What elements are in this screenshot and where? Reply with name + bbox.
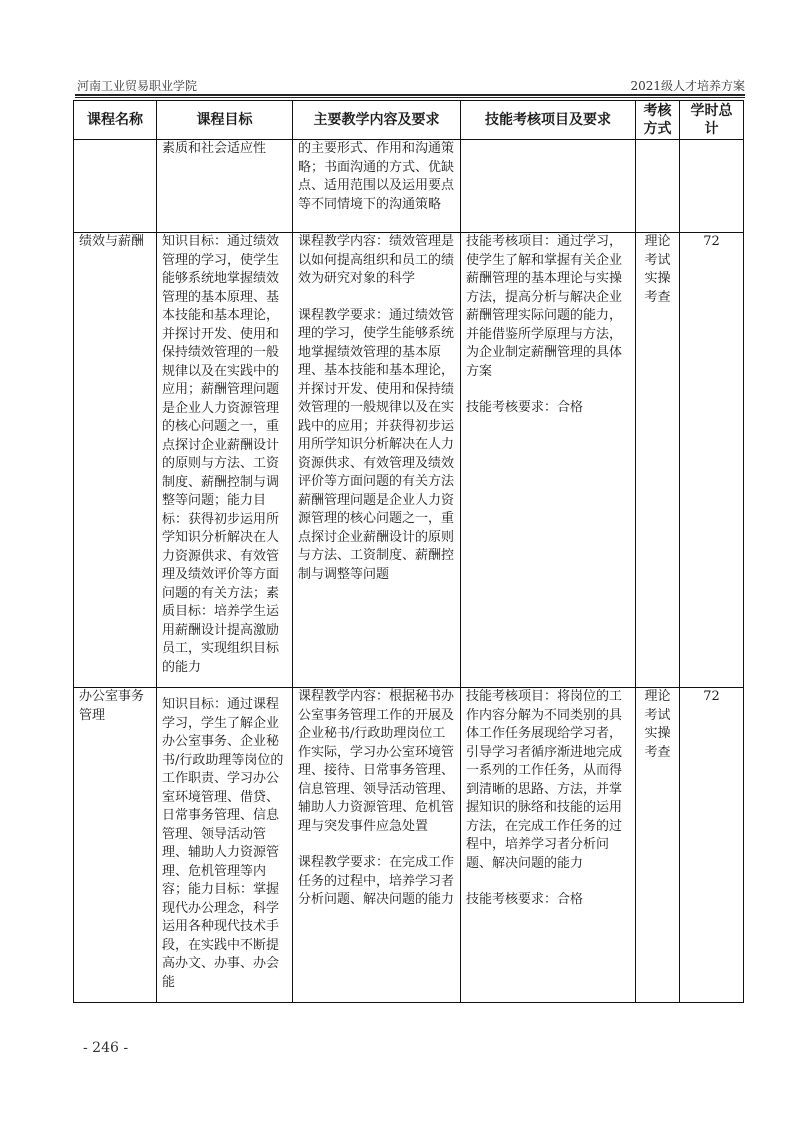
hours-cell: 72 <box>680 233 744 688</box>
assessment-paragraph: 技能考核项目：通过学习，使学生了解和掌握有关企业薪酬管理的基本理论与实操方法，提高分析与解决企业薪酬管理实际问题的能力，并能借鉴所学原理与方法，为企业制定薪酬管理的具体方案 <box>466 234 623 379</box>
objective-cell <box>157 688 293 1003</box>
content-paragraph: 的主要形式、作用和沟通策略；书面沟通的方式、优缺点、适用范围以及运用要点等不同情境下的沟通策略 <box>298 141 455 212</box>
objective-cell: 知识目标：通过绩效管理的学习，使学生能够系统地掌握绩效管理的基本原理、基本技能和基本理论，并探讨开发、使用和保持绩效管理的一般规律以及在实践中的应用；薪酬管理问题是企业人力资源管理的核心问题之一，重点探讨企业薪酬设计的原则与方法、工资制度、薪酬控制与调整等问题；能力目标：获得初步运用所学知识分析解决在人力资源供求、有效管理及绩效评价等方面问题的有关方法；素质目标：培养学生运用薪酬设计提高激励员工，实现组织目标的能力 <box>157 233 293 688</box>
content-cell <box>293 688 461 1003</box>
hours-cell: 72 <box>680 688 744 1003</box>
content-paragraph: 课程教学要求：通过绩效管理的学习，使学生能够系统地掌握绩效管理的基本原理、基本技能和基本理论，并探讨开发、使用和保持绩效管理的一般规律以及在实践中的应用；并获得初步运用所学知识分析解决在人力资源供求、有效管理及绩效评价等方面问题的有关方法薪酬管理问题是企业人力资源管理的核心问题之一，重点探讨企业薪酬设计的原则与方法、工资制度、薪酬控制与调整等问题 <box>298 307 455 582</box>
content-paragraph: 课程教学内容：绩效管理是以如何提高组织和员工的绩效为研究对象的科学 <box>298 234 455 286</box>
column-header-method: 考核方式 <box>636 101 680 140</box>
objective-cell: 素质和社会适应性 <box>157 140 293 233</box>
column-header-course-name: 课程名称 <box>74 101 157 140</box>
content-paragraph: 课程教学要求：在完成工作任务的过程中，培养学习者分析问题、解决问题的能力 <box>298 855 455 907</box>
table-row <box>74 688 744 1003</box>
column-header-content: 主要教学内容及要求 <box>293 101 461 140</box>
course-table <box>73 100 744 1003</box>
table-header-row <box>74 101 744 140</box>
objective-paragraph: 知识目标：通过课程学习，学生了解企业办公室事务、企业秘书/行政助理等岗位的工作职责、学习办公室环境管理、借贷、日常事务管理、信息管理、领导活动管理、辅助人力资源管理、危机管理等内容；能力目标：掌握现代办公理念，科学运用各种现代技术手段，在实践中不断提高办文、办事、办会能 <box>162 697 284 990</box>
assessment-paragraph: 技能考核项目：将岗位的工作内容分解为不同类别的具体工作任务展现给学习者，引导学习者循序渐进地完成一系列的工作任务，从而得到清晰的思路、方法，并掌握知识的脉络和技能的运用方法，在完成工作任务的过程中，培养学习者分析问题、解决问题的能力 <box>466 689 623 871</box>
header-rule-thin <box>75 97 745 98</box>
assessment-cell <box>461 688 636 1003</box>
course-name-cell: 办公室事务管理 <box>74 688 157 1003</box>
assessment-paragraph: 技能考核要求：合格 <box>466 400 584 415</box>
document-title: 2021级人才培养方案 <box>630 79 745 93</box>
course-name-cell <box>74 140 157 233</box>
table-row <box>74 233 744 688</box>
institution-name: 河南工业贸易职业学院 <box>77 79 198 93</box>
hours-cell <box>680 140 744 233</box>
header-rule <box>75 94 745 96</box>
assessment-cell <box>461 140 636 233</box>
content-paragraph: 课程教学内容：根据秘书办公室事务管理工作的开展及企业秘书/行政助理岗位工作实际，学习办公室环境管理、接待、日常事务管理、信息管理、领导活动管理、辅助人力资源管理、危机管理与突发事件应急处置 <box>298 689 455 834</box>
method-cell: 理论考试实操考查 <box>636 688 680 1003</box>
assessment-paragraph: 技能考核要求：合格 <box>466 892 584 907</box>
method-cell <box>636 140 680 233</box>
content-cell <box>293 140 461 233</box>
assessment-cell <box>461 233 636 688</box>
method-cell: 理论考试实操考查 <box>636 233 680 688</box>
page-header <box>75 75 745 95</box>
column-header-hours: 学时总计 <box>680 101 744 140</box>
content-cell <box>293 233 461 688</box>
column-header-assessment: 技能考核项目及要求 <box>461 101 636 140</box>
page-number: - 246 - <box>83 1040 129 1056</box>
table-row <box>74 140 744 233</box>
column-header-objective: 课程目标 <box>157 101 293 140</box>
course-name-cell: 绩效与薪酬 <box>74 233 157 688</box>
